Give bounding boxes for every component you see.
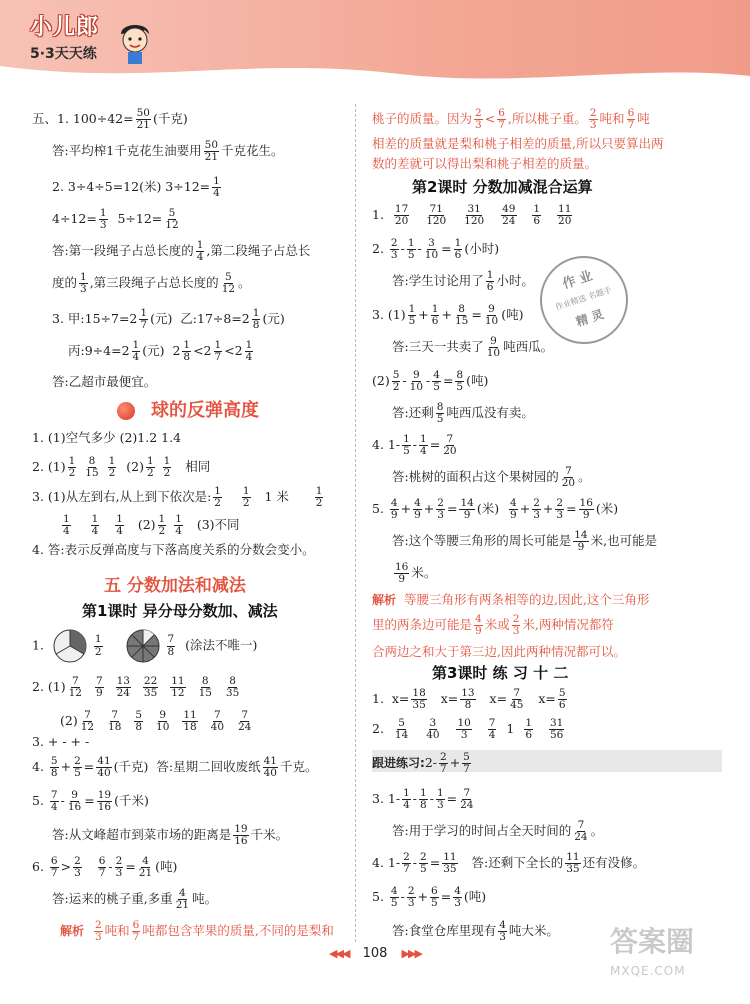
answer-line: 5. $\frac{4}{5}$ - $\frac{2}{3}$ + $\frac{6}{5}$ = $\frac{4}{3}$ (吨) bbox=[372, 885, 487, 910]
page-number: 108 bbox=[362, 946, 388, 961]
answer-line: 3. + - + - bbox=[32, 734, 90, 749]
answer-line: $\frac{1}{4}$ $\frac{1}{4}$ $\frac{1}{4}$ (2) $\frac{1}{2}$ $\frac{1}{4}$ (3)不同 bbox=[63, 513, 240, 538]
answer-line: 4. 1- $\frac{1}{5}$ - $\frac{1}{4}$ = $\frac{7}{20}$ bbox=[372, 433, 457, 458]
page-header bbox=[0, 0, 750, 80]
column-divider bbox=[355, 104, 356, 942]
answer-line: 五、1. 100÷42= $\frac{50}{21}$ (千克) bbox=[32, 107, 188, 132]
lesson-title: 第2课时 分数加减混合运算 bbox=[412, 178, 593, 196]
brand-logo bbox=[30, 10, 99, 63]
ball-icon bbox=[117, 402, 135, 420]
answer-line: 4. $\frac{5}{8}$ + $\frac{2}{5}$ = $\frac{41}{40}$ (千克) 答:星期二回收废纸 $\frac{41}{40}$ 千克。 bbox=[32, 755, 318, 780]
answer-line: 答:这个等腰三角形的周长可能是 $\frac{14}{9}$ 米,也可能是 bbox=[392, 529, 658, 554]
header-wave bbox=[0, 56, 750, 96]
answer-line: (2) $\frac{5}{2}$ - $\frac{9}{10}$ - $\frac{4}{5}$ = $\frac{8}{5}$ (吨) bbox=[372, 369, 489, 394]
answer-line: 1. $\frac{17}{20}$ $\frac{71}{120}$ $\frac{31}{120}$ $\frac{49}{24}$ $\frac{1}{6}$ $\frac{11}{20}$ bbox=[372, 203, 572, 228]
answer-line: (2) $\frac{7}{12}$ $\frac{7}{18}$ $\frac{5}{8}$ $\frac{9}{10}$ $\frac{11}{18}$ $\frac{7}{40}$ $\frac{7}{24}$ bbox=[60, 709, 252, 734]
answer-line: 4. 答:表示反弹高度与下落高度关系的分数会变小。 bbox=[32, 542, 315, 557]
answer-line: 3. 1- $\frac{1}{4}$ - $\frac{1}{8}$ - $\frac{1}{3}$ = $\frac{7}{24}$ bbox=[372, 787, 474, 812]
answer-line: 2. 3÷4÷5=12(米) 3÷12= $\frac{1}{4}$ bbox=[52, 175, 220, 200]
answer-line: 3. 甲:15÷7=2 $\frac{1}{7}$ (元) 乙:17÷8=2 $\frac{1}{8}$ (元) bbox=[52, 307, 285, 332]
answer-line: 6. $\frac{6}{7}$ > $\frac{2}{3}$ $\frac{6}{7}$ - $\frac{2}{3}$ = $\frac{4}{21}$ (吨) bbox=[32, 855, 178, 880]
answer-line: 4÷12= $\frac{1}{3}$ 5÷12= $\frac{5}{12}$ bbox=[52, 207, 179, 232]
lesson-title: 第1课时 异分母分数加、减法 bbox=[82, 602, 278, 620]
circle-diagram-icon bbox=[52, 628, 88, 664]
answer-line: 2. $\frac{2}{3}$ - $\frac{1}{5}$ - $\frac{3}{10}$ = $\frac{1}{6}$ (小时) bbox=[372, 237, 500, 262]
homework-stamp: 作 业 作业精选 名题手 精 灵 bbox=[529, 245, 640, 356]
series-name: 5·3天天练 bbox=[30, 46, 97, 62]
analysis-line: 桃子的质量。因为 $\frac{2}{3}$ < $\frac{6}{7}$ ,所以桃子重。 $\frac{2}{3}$ 吨和 $\frac{6}{7}$ 吨 bbox=[372, 107, 650, 132]
analysis-line: 数的差就可以得出梨和桃子相差的质量。 bbox=[372, 156, 598, 171]
answer-line: 1. (1)空气多少 (2)1.2 1.4 bbox=[32, 430, 182, 445]
answer-line: 5. $\frac{4}{9}$ + $\frac{4}{9}$ + $\frac{2}{3}$ = $\frac{14}{9}$ (米) $\frac{4}{9}$ + $\frac{2}{3}$ + $\frac{2}{3}$ = $\frac{16}{9}$ (米) bbox=[372, 497, 619, 522]
answer-line: 2. (1) $\frac{1}{2}$ $\frac{8}{15}$ $\frac{1}{2}$ (2) $\frac{1}{2}$ $\frac{1}{2}$ 相同 bbox=[32, 455, 211, 480]
answer-line: 2. $\frac{5}{14}$ $\frac{3}{40}$ $\frac{10}{3}$ $\frac{7}{4}$ 1 $\frac{1}{6}$ $\frac{31}{56}$ bbox=[372, 717, 564, 742]
answer-line: 1. $\frac{1}{2}$ $\frac{7}{8}$ (涂法不唯一) bbox=[32, 628, 257, 664]
answer-line: 答:桃树的面积占这个果树园的 $\frac{7}{20}$ 。 bbox=[392, 465, 591, 490]
analysis-line: 解析 等腰三角形有两条相等的边,因此,这个三角形 bbox=[372, 592, 650, 607]
boy-mascot-icon bbox=[115, 18, 155, 64]
answer-line: 答:用于学习的时间占全天时间的 $\frac{7}{24}$ 。 bbox=[392, 819, 604, 844]
answer-line: 4. 1- $\frac{2}{7}$ - $\frac{2}{5}$ = $\frac{11}{35}$ 答:还剩下全长的 $\frac{11}{35}$ 还有没修。 bbox=[372, 851, 646, 876]
answer-line: 答:还剩 $\frac{8}{5}$ 吨西瓜没有卖。 bbox=[392, 401, 534, 426]
answer-line: 度的 $\frac{1}{3}$ ,第三段绳子占总长度的 $\frac{5}{12}$ 。 bbox=[52, 271, 251, 296]
answer-line: 2. (1) $\frac{7}{12}$ $\frac{7}{9}$ $\frac{13}{24}$ $\frac{22}{35}$ $\frac{11}{12}$ $\frac{8}{15}$ $\frac{8}{35}$ bbox=[32, 675, 240, 700]
answer-line: 答:学生讨论用了 $\frac{1}{6}$ 小时。 bbox=[392, 269, 534, 294]
answer-line: 1. x= $\frac{18}{35}$ x= $\frac{13}{8}$ x= $\frac{7}{45}$ x= $\frac{5}{6}$ bbox=[372, 687, 566, 712]
analysis-line: 解析 $\frac{2}{3}$ 吨和 $\frac{6}{7}$ 吨都包含苹果的质量,不同的是梨和 bbox=[60, 919, 334, 944]
answer-line: 答:第一段绳子占总长度的 $\frac{1}{4}$ ,第二段绳子占总长 bbox=[52, 239, 311, 264]
answer-line: 丙:9÷4=2 $\frac{1}{4}$ (元) 2 $\frac{1}{8}$ <2 $\frac{1}{7}$ <2 $\frac{1}{4}$ bbox=[68, 339, 253, 364]
lesson-title: 第3课时 练 习 十 二 bbox=[432, 664, 569, 682]
analysis-line: 里的两条边可能是 $\frac{4}{9}$ 米或 $\frac{2}{3}$ 米,两种情况都符 bbox=[372, 613, 614, 638]
analysis-line: 相差的质量就是梨和桃子相差的质量,所以只要算出两 bbox=[372, 136, 664, 151]
answer-line: 答:运来的桃子重,多重 $\frac{4}{21}$ 吨。 bbox=[52, 887, 218, 912]
analysis-line: 合两边之和大于第三边,因此两种情况都可以。 bbox=[372, 644, 626, 659]
answer-line: 答:从文峰超市到菜市场的距离是 $\frac{19}{16}$ 千米。 bbox=[52, 823, 289, 848]
site-watermark: 答案圈 MXQE.COM bbox=[610, 925, 695, 978]
answer-line: 答:食堂仓库里现有 $\frac{4}{3}$ 吨大米。 bbox=[392, 919, 559, 944]
brand-name: 小儿郎 bbox=[30, 15, 100, 40]
answer-line: 答:平均榨1千克花生油要用 $\frac{50}{21}$ 千克花生。 bbox=[52, 139, 284, 164]
section-title: 球的反弹高度 bbox=[117, 402, 259, 420]
circle-diagram-icon bbox=[125, 628, 161, 664]
unit-title: 五 分数加法和减法 bbox=[104, 576, 246, 596]
answer-line: 3. (1) $\frac{1}{5}$ + $\frac{1}{6}$ + $\frac{8}{15}$ = $\frac{9}{10}$ (吨) bbox=[372, 303, 524, 328]
next-arrows-icon: ▶▶▶ bbox=[401, 947, 421, 960]
answer-line: 答:乙超市最便宜。 bbox=[52, 374, 157, 389]
follow-up-line: 跟进练习:2- $\frac{2}{7}$ + $\frac{5}{7}$ bbox=[372, 751, 470, 776]
answer-line: 3. (1)从左到右,从上到下依次是: $\frac{1}{2}$ $\frac{1}{2}$ 1 米 $\frac{1}{2}$ bbox=[32, 485, 323, 510]
answer-line: $\frac{16}{9}$ 米。 bbox=[395, 561, 437, 586]
answer-line: 5. $\frac{7}{4}$ - $\frac{9}{16}$ = $\frac{19}{16}$ (千米) bbox=[32, 789, 149, 814]
prev-arrows-icon: ◀◀◀ bbox=[329, 947, 349, 960]
answer-line: 答:三天一共卖了 $\frac{9}{10}$ 吨西瓜。 bbox=[392, 335, 554, 360]
